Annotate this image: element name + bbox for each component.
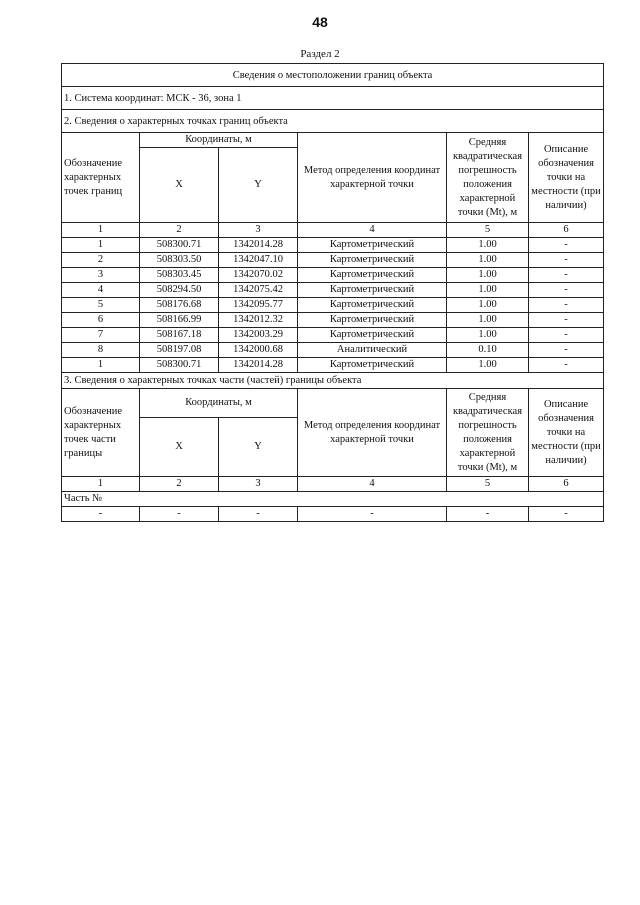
column-numbers-row: [62, 477, 604, 492]
column-numbers-row: [62, 223, 604, 238]
description: -: [529, 268, 604, 283]
table-row: [62, 238, 604, 253]
table-row: [62, 358, 604, 373]
part3-title: 3. Сведения о характерных точках части (частей) границы объекта: [62, 373, 604, 389]
point-id: -: [62, 507, 140, 522]
header-error: Средняя квадратическая погрешность положения характерной точки (Mt), м: [447, 133, 529, 223]
header-error: Средняя квадратическая погрешность положения характерной точки (Mt), м: [447, 389, 529, 477]
table-row: [62, 298, 604, 313]
point-id: 1: [62, 238, 140, 253]
header-designation: Обозначение характерных точек границ: [62, 133, 140, 223]
point-id: 7: [62, 328, 140, 343]
coordinate-system: 1. Система координат: МСК - 36, зона 1: [62, 87, 604, 110]
point-id: 5: [62, 298, 140, 313]
table-title: Сведения о местоположении границ объекта: [62, 64, 604, 87]
point-id: 6: [62, 313, 140, 328]
column-number: 2: [140, 223, 219, 238]
table-row: [62, 253, 604, 268]
coord-y: 1342014.28: [219, 238, 298, 253]
header-designation: Обозначение характерных точек части границы: [62, 389, 140, 477]
error: 1.00: [447, 313, 529, 328]
section-title: Раздел 2: [300, 48, 340, 60]
header-y: Y: [219, 148, 298, 223]
coord-x: 508167.18: [140, 328, 219, 343]
table-row: [62, 268, 604, 283]
description: -: [529, 343, 604, 358]
point-id: 1: [62, 358, 140, 373]
coord-y: 1342000.68: [219, 343, 298, 358]
error: 1.00: [447, 238, 529, 253]
method: Картометрический: [298, 268, 447, 283]
header-coords: Координаты, м: [140, 389, 298, 418]
error: 1.00: [447, 298, 529, 313]
method: Картометрический: [298, 253, 447, 268]
coord-y: 1342014.28: [219, 358, 298, 373]
description: -: [529, 313, 604, 328]
coord-x: 508300.71: [140, 238, 219, 253]
method: Картометрический: [298, 298, 447, 313]
table-row: [62, 343, 604, 358]
method: Картометрический: [298, 358, 447, 373]
column-number: 4: [298, 223, 447, 238]
column-number: 6: [529, 223, 604, 238]
error: 1.00: [447, 328, 529, 343]
method: Картометрический: [298, 238, 447, 253]
column-number: 3: [219, 477, 298, 492]
description: -: [529, 298, 604, 313]
header-coords: Координаты, м: [140, 133, 298, 148]
part2-title: 2. Сведения о характерных точках границ объекта: [62, 110, 604, 133]
coord-x: 508166.99: [140, 313, 219, 328]
coord-y: 1342012.32: [219, 313, 298, 328]
coord-y: 1342075.42: [219, 283, 298, 298]
coord-x: 508197.08: [140, 343, 219, 358]
description: -: [529, 238, 604, 253]
error: 1.00: [447, 268, 529, 283]
header-method: Метод определения координат характерной точки: [298, 133, 447, 223]
error: 1.00: [447, 358, 529, 373]
table-row: [62, 313, 604, 328]
method: Картометрический: [298, 283, 447, 298]
header-x: X: [140, 418, 219, 477]
description: -: [529, 507, 604, 522]
coord-x: 508300.71: [140, 358, 219, 373]
table-row: [62, 328, 604, 343]
part-number-label: Часть №: [62, 492, 604, 507]
point-id: 8: [62, 343, 140, 358]
coord-x: -: [140, 507, 219, 522]
error: 1.00: [447, 253, 529, 268]
coord-y: 1342095.77: [219, 298, 298, 313]
coord-x: 508294.50: [140, 283, 219, 298]
header-y: Y: [219, 418, 298, 477]
point-id: 4: [62, 283, 140, 298]
boundary-table: [61, 63, 604, 522]
column-number: 3: [219, 223, 298, 238]
coord-y: 1342003.29: [219, 328, 298, 343]
coord-y: -: [219, 507, 298, 522]
header-description: Описание обозначения точки на местности (при наличии): [529, 133, 604, 223]
method: Аналитический: [298, 343, 447, 358]
column-number: 5: [447, 223, 529, 238]
header-description: Описание обозначения точки на местности (при наличии): [529, 389, 604, 477]
table-row: [62, 507, 604, 522]
coord-y: 1342047.10: [219, 253, 298, 268]
column-number: 1: [62, 477, 140, 492]
method: Картометрический: [298, 313, 447, 328]
coord-x: 508176.68: [140, 298, 219, 313]
column-number: 1: [62, 223, 140, 238]
description: -: [529, 253, 604, 268]
coord-x: 508303.45: [140, 268, 219, 283]
description: -: [529, 358, 604, 373]
table-row: [62, 283, 604, 298]
error: 1.00: [447, 283, 529, 298]
coord-x: 508303.50: [140, 253, 219, 268]
page-number: 48: [312, 14, 328, 30]
description: -: [529, 328, 604, 343]
error: -: [447, 507, 529, 522]
header-x: X: [140, 148, 219, 223]
coord-y: 1342070.02: [219, 268, 298, 283]
error: 0.10: [447, 343, 529, 358]
column-number: 4: [298, 477, 447, 492]
point-id: 3: [62, 268, 140, 283]
column-number: 5: [447, 477, 529, 492]
column-number: 2: [140, 477, 219, 492]
point-id: 2: [62, 253, 140, 268]
column-number: 6: [529, 477, 604, 492]
method: Картометрический: [298, 328, 447, 343]
description: -: [529, 283, 604, 298]
method: -: [298, 507, 447, 522]
header-method: Метод определения координат характерной точки: [298, 389, 447, 477]
